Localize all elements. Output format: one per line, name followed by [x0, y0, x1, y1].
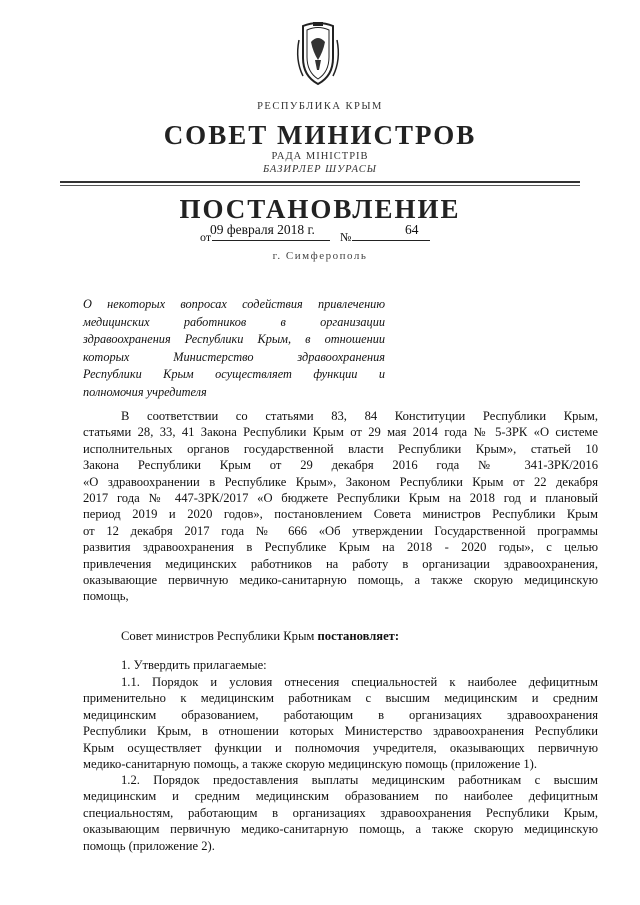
item-line: специальностям, работающим в организациях здравоохранения Республики Крым,: [83, 805, 598, 820]
subject-line: медицинских работников в организации: [83, 314, 385, 329]
subject-line: которых Министерство здравоохранения: [83, 349, 385, 364]
preamble-line: исполнительных органов государственной власти Республики Крым», статьей 10: [83, 441, 598, 456]
resolution-text: [83, 628, 598, 644]
preamble-line: статьями 28, 33, 41 Закона Республики Крым от 29 мая 2014 года № 5-ЗРК «О системе: [83, 425, 598, 440]
number-underline: [352, 240, 430, 241]
from-label: от: [200, 230, 212, 244]
resolution-verb: постановляет:: [317, 629, 400, 643]
preamble-line: В соответствии со статьями 83, 84 Конституции Республики Крым,: [121, 409, 598, 423]
preamble-line: оказывающие первичную медико-санитарную помощь, а также скорую медицинскую: [83, 573, 598, 588]
header-divider: [60, 181, 580, 183]
item-line: медико-санитарную помощь, а также скорую медицинскую помощь (приложение 1).: [83, 757, 538, 772]
preamble-line: «О здравоохранении в Республике Крым», Законом Республики Крым от 22 декабря: [83, 474, 598, 489]
council-title-ukrainian: РАДА МІНІСТРІВ: [271, 151, 369, 162]
subject-line: здравоохранения Республики Крым, в отношении: [83, 332, 385, 346]
preamble-line: от 12 декабря 2017 года № 666 «Об утверждении Государственной программы: [83, 523, 598, 538]
date-number-line: [200, 222, 450, 246]
document-type-title: ПОСТАНОВЛЕНИЕ: [179, 194, 461, 224]
council-title-crimean-tatar: БАЗИРЛЕР ШУРАСЫ: [263, 164, 377, 175]
subject-line: О некоторых вопросах содействия привлечению: [83, 297, 385, 311]
item-1: [83, 657, 598, 673]
coat-of-arms-icon: [293, 20, 343, 90]
item-line: 1.2. Порядок предоставления выплаты медицинским работникам с высшим: [121, 773, 598, 787]
decree-subject: [83, 296, 385, 401]
item-line: Республики Крым, в отношении которых Министерство здравоохранения Республики: [83, 724, 598, 739]
item-line: применительно к медицинским работникам с высшим медицинским и средним: [83, 691, 598, 706]
city-label: г. Симферополь: [272, 250, 368, 262]
item-line: медицинским образованием, работающим в организациях здравоохранения: [83, 707, 598, 722]
item-1-text: 1. Утвердить прилагаемые:: [121, 658, 267, 672]
preamble-line: привлечения медицинских работников на работу в организации здравоохранения,: [83, 556, 598, 571]
preamble-line: период 2019 и 2020 годов», постановлением Совета министров Республики Крым: [83, 507, 598, 522]
decree-date: 09 февраля 2018 г.: [210, 222, 315, 237]
subject-line: Республики Крым осуществляет функции и: [83, 367, 385, 381]
subject-line: полномочия учредителя: [83, 384, 207, 399]
resolution-lead: Совет министров Республики Крым: [121, 629, 318, 643]
item-line: оказывающим первичную медико-санитарную помощь, а также скорую медицинскую: [83, 822, 598, 837]
item-line: помощь (приложение 2).: [83, 838, 215, 853]
republic-title: РЕСПУБЛИКА КРЫМ: [257, 101, 383, 112]
item-line: 1.1. Порядок и условия отнесения специальностей к наиболее дефицитным: [121, 675, 598, 689]
preamble-paragraph: [83, 408, 598, 605]
preamble-line: Закона Республики Крым от 29 декабря 2016 года № 341-ЗРК/2016: [83, 458, 598, 473]
number-label: №: [340, 230, 352, 244]
council-title: СОВЕТ МИНИСТРОВ: [163, 120, 477, 150]
item-line: Крым осуществляет функции и полномочия учредителя, оказывающих первичную: [83, 740, 598, 755]
preamble-line: помощь,: [83, 589, 129, 604]
date-underline: [212, 240, 330, 241]
resolution-line: [83, 628, 598, 644]
header-divider-thin: [60, 185, 580, 186]
item-1-2: [83, 772, 598, 854]
preamble-line: 2017 года № 447-ЗРК/2017 «О бюджете Республики Крым на 2018 год и плановый: [83, 491, 598, 506]
item-line: медицинским и средним медицинским образованием по наиболее дефицитным: [83, 789, 598, 804]
preamble-line: развития здравоохранения в Республике Крым на 2018 - 2020 годы», с целью: [83, 540, 598, 555]
item-1-1: [83, 674, 598, 772]
decree-number: 64: [405, 222, 419, 237]
